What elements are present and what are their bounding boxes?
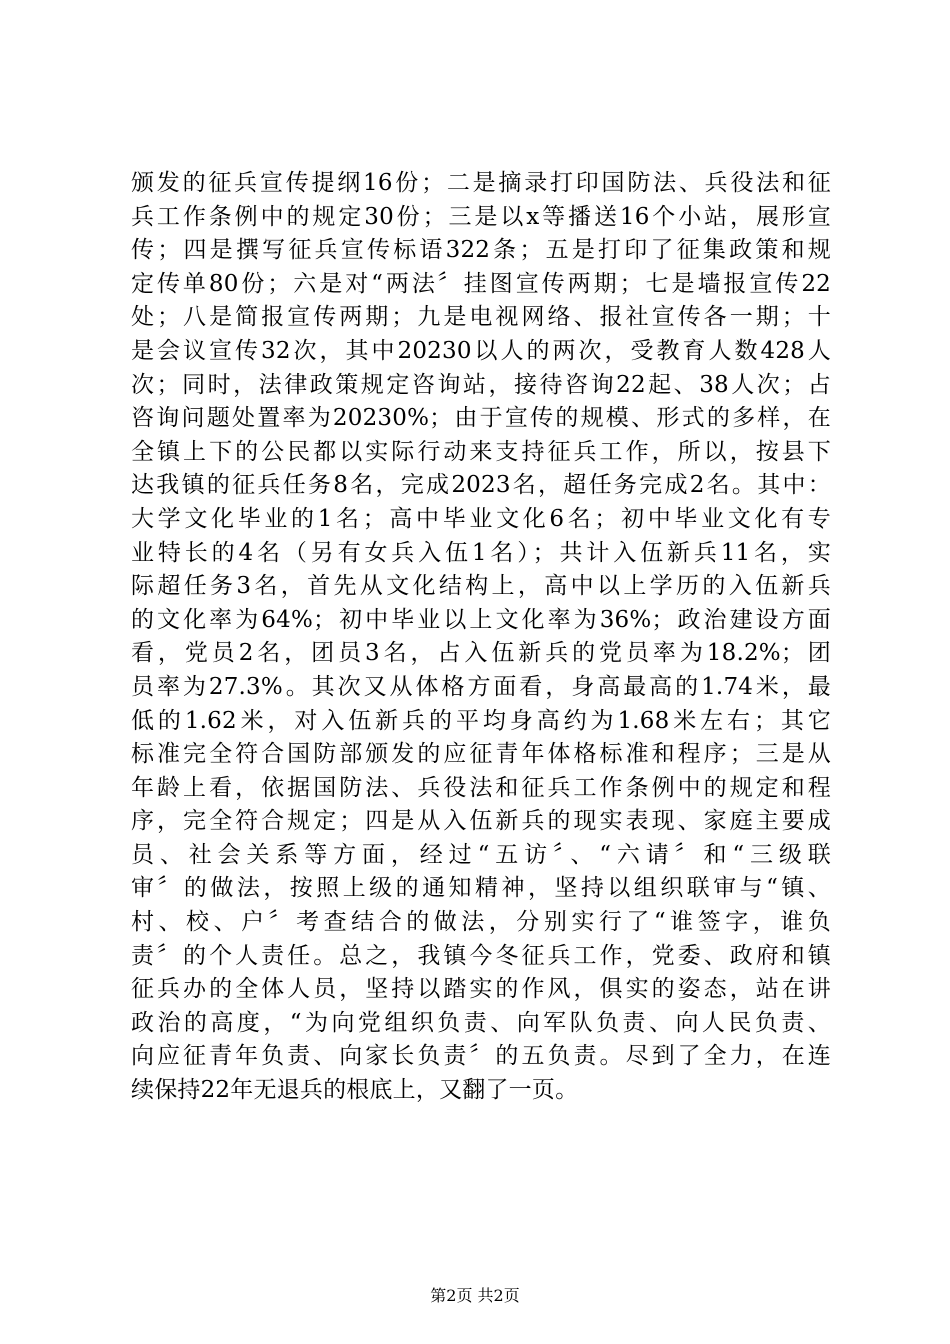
text-line: 颁发的征兵宣传提纲16份；二是摘录打印国防法、兵役法和征	[131, 170, 831, 196]
text-line: 达我镇的征兵任务8名，完成2023名，超任务完成2名。其中：	[131, 472, 831, 499]
text-line: 定传单80份；六是对“两法〞挂图宣传两期；七是墙报宣传22	[131, 270, 831, 297]
text-line: 传；四是撰写征兵宣传标语322条；五是打印了征集政策和规	[131, 237, 831, 264]
text-line: 审〞的做法，按照上级的通知精神，坚持以组织联审与“镇、	[131, 875, 831, 902]
text-line: 年龄上看，依据国防法、兵役法和征兵工作条例中的规定和程	[131, 774, 831, 801]
text-line: 业特长的4名（另有女兵入伍1名）；共计入伍新兵11名，实	[131, 539, 831, 566]
text-line: 的文化率为64%；初中毕业以上文化率为36%；政治建设方面	[131, 606, 831, 633]
text-line: 次；同时，法律政策规定咨询站，接待咨询22起、38人次；占	[131, 371, 831, 398]
text-line: 员率为27.3%。其次又从体格方面看，身高最高的1.74米，最	[131, 673, 831, 700]
text-line: 全镇上下的公民都以实际行动来支持征兵工作，所以，按县下	[131, 438, 831, 465]
text-line: 低的1.62米，对入伍新兵的平均身高约为1.68米左右；其它	[131, 707, 831, 734]
text-line: 是会议宣传32次，其中20230以人的两次，受教育人数428人	[131, 337, 831, 364]
text-line: 标准完全符合国防部颁发的应征青年体格标准和程序；三是从	[131, 741, 831, 768]
text-line: 政治的高度，“为向党组织负责、向军队负责、向人民负责、	[131, 1009, 831, 1036]
text-line: 续保持22年无退兵的根底上，又翻了一页。	[131, 1077, 579, 1104]
text-line: 序，完全符合规定；四是从入伍新兵的现实表现、家庭主要成	[131, 808, 831, 835]
text-line: 兵工作条例中的规定30份；三是以x等播送16个小站，展形宣	[131, 203, 831, 230]
text-line: 处；八是简报宣传两期；九是电视网络、报社宣传各一期；十	[131, 304, 831, 331]
text-line: 责〞的个人责任。总之，我镇今冬征兵工作，党委、政府和镇	[131, 942, 831, 969]
text-line: 向应征青年负责、向家长负责〞的五负责。尽到了全力，在连	[131, 1043, 831, 1070]
text-line: 大学文化毕业的1名；高中毕业文化6名；初中毕业文化有专	[131, 505, 831, 532]
text-line: 征兵办的全体人员，坚持以踏实的作风，俱实的姿态，站在讲	[131, 976, 831, 1003]
text-line: 村、校、户〞考查结合的做法，分别实行了“谁签字，谁负	[131, 909, 831, 936]
text-line: 咨询问题处置率为20230%；由于宣传的规模、形式的多样，在	[131, 405, 831, 432]
body-paragraph	[131, 167, 831, 1108]
text-line: 看，党员2名，团员3名，占入伍新兵的党员率为18.2%；团	[131, 640, 831, 667]
text-line: 际超任务3名，首先从文化结构上，高中以上学历的入伍新兵	[131, 573, 831, 600]
text-line: 员、社会关系等方面，经过“五访〞、“六请〞和“三级联	[131, 841, 831, 868]
page-footer: 第2页 共2页	[430, 1286, 520, 1305]
